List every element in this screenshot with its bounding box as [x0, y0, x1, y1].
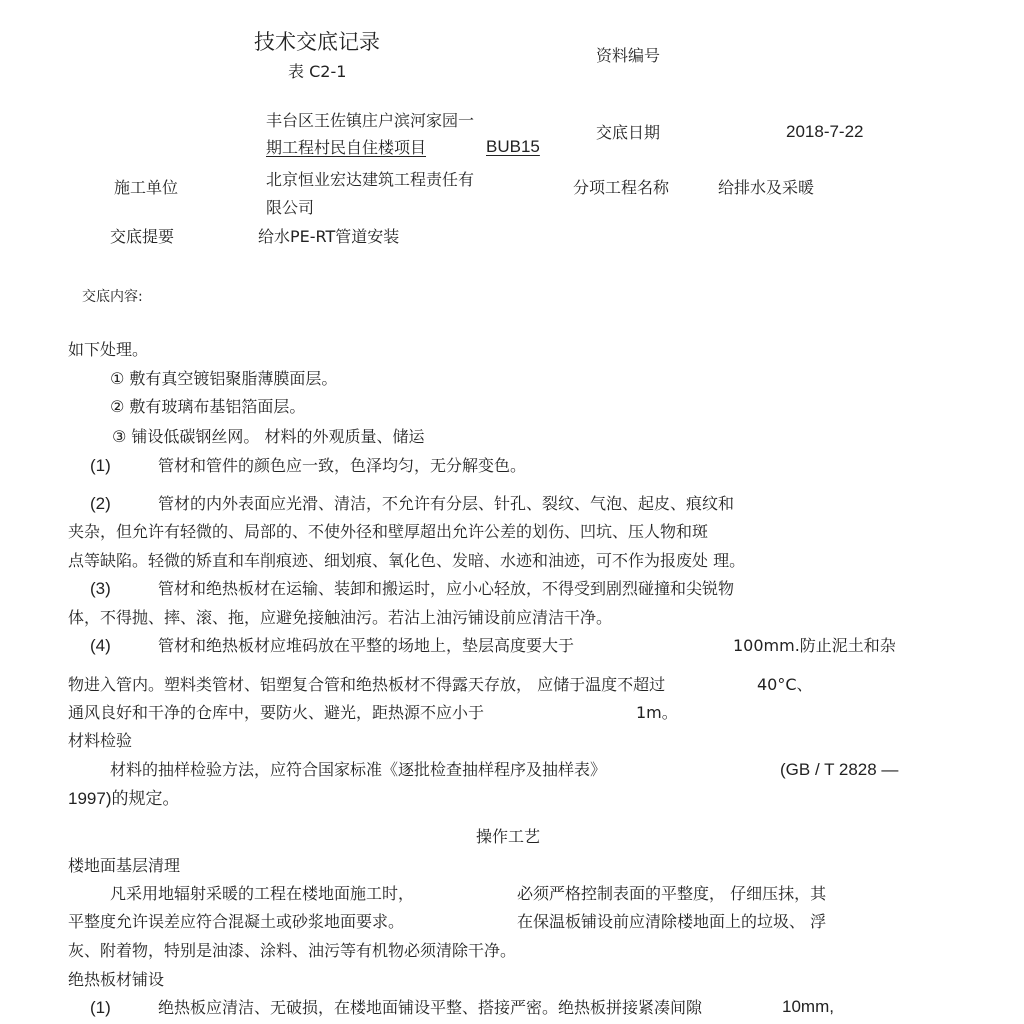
paragraph-line: (GB / T 2828 — [780, 760, 899, 779]
form-number: 表 C2-1 [288, 62, 347, 81]
contractor-label: 施工单位 [114, 178, 179, 197]
paragraph-line: 平整度允许误差应符合混凝土或砂浆地面要求。 [68, 912, 405, 931]
paragraph-line: 管材和绝热板材应堆码放在平整的场地上，垫层高度要大于 [158, 636, 575, 655]
paragraph-line: 如下处理。 [68, 340, 149, 359]
item-number: (3) [90, 579, 111, 598]
project-code: BUB15 [486, 137, 540, 156]
paragraph-line: 100mm.防止泥土和杂 [733, 636, 896, 655]
paragraph-line: 夹杂，但允许有轻微的、局部的、不使外径和壁厚超出允许公差的划伤、凹坑、压人物和斑 [68, 522, 709, 541]
content-label: 交底内容: [82, 289, 143, 305]
paragraph-line: 40°C、 [757, 675, 813, 694]
paragraph-line: 管材和绝热板材在运输、装卸和搬运时，应小心轻放，不得受到剧烈碰撞和尖锐物 [158, 579, 735, 598]
project-name-line2: 期工程村民自住楼项目 [266, 138, 427, 157]
project-name-line1: 丰台区王佐镇庄户滨河家园一 [266, 111, 475, 130]
paragraph-line: 物进入管内。塑料类管材、铝塑复合管和绝热板材不得露天存放， 应储于温度不超过 [68, 675, 666, 694]
paragraph-line: 材料的抽样检验方法，应符合国家标准《逐批检查抽样程序及抽样表》 [110, 760, 607, 779]
subproject-label: 分项工程名称 [573, 178, 670, 197]
list-item: ② 敷有玻璃布基铝箔面层。 [110, 397, 306, 416]
contractor-name-line1: 北京恒业宏达建筑工程责任有 [266, 170, 475, 189]
item-number: (1) [90, 456, 111, 475]
section-heading: 材料检验 [68, 731, 133, 750]
date-value: 2018-7-22 [786, 122, 864, 141]
paragraph-line: 在保温板铺设前应清除楼地面上的垃圾、 浮 [517, 912, 827, 931]
page-title: 技术交底记录 [254, 30, 380, 54]
paragraph-line: 1m。 [636, 703, 678, 722]
paragraph-line: 绝热板应清洁、无破损，在楼地面铺设平整、搭接严密。绝热板拼接紧凑间隙 [158, 998, 703, 1017]
item-number: (2) [90, 494, 111, 513]
section-heading: 绝热板材铺设 [68, 970, 165, 989]
paragraph-line: 管材和管件的颜色应一致，色泽均匀，无分解变色。 [158, 456, 527, 475]
list-item: ① 敷有真空镀铝聚脂薄膜面层。 [110, 369, 338, 388]
subproject-value: 给排水及采暖 [718, 178, 815, 197]
item-number: (1) [90, 998, 111, 1017]
date-label: 交底日期 [596, 123, 661, 142]
paragraph-line: 通风良好和干净的仓库中，要防火、避光，距热源不应小于 [68, 703, 485, 722]
paragraph-line: 1997)的规定。 [68, 789, 180, 808]
paragraph-line: 点等缺陷。轻微的矫直和车削痕迹、细划痕、氧化色、发暗、水迹和油迹，可不作为报废处 理。 [68, 551, 746, 570]
paragraph-line: 管材的内外表面应光滑、清洁，不允许有分层、针孔、裂纹、气泡、起皮、痕纹和 [158, 494, 735, 513]
section-heading: 楼地面基层清理 [68, 856, 181, 875]
paragraph-line: 必须严格控制表面的平整度， 仔细压抹，其 [517, 884, 827, 903]
contractor-name-line2: 限公司 [266, 198, 315, 217]
summary-value: 给水PE-RT管道安装 [258, 227, 400, 246]
paragraph-line: 凡采用地辐射采暖的工程在楼地面施工时， [110, 884, 415, 903]
paragraph-line: 10mm, [782, 997, 834, 1016]
paragraph-line: 灰、附着物，特别是油漆、涂料、油污等有机物必须清除干净。 [68, 941, 517, 960]
item-number: (4) [90, 636, 111, 655]
doc-number-label: 资料编号 [596, 46, 661, 65]
list-item: ③ 铺设低碳钢丝网。 材料的外观质量、储运 [112, 427, 425, 446]
summary-label: 交底提要 [110, 227, 175, 246]
section-title: 操作工艺 [476, 827, 541, 846]
paragraph-line: 体，不得抛、摔、滚、拖，应避免接触油污。若沾上油污铺设前应清洁干净。 [68, 608, 613, 627]
